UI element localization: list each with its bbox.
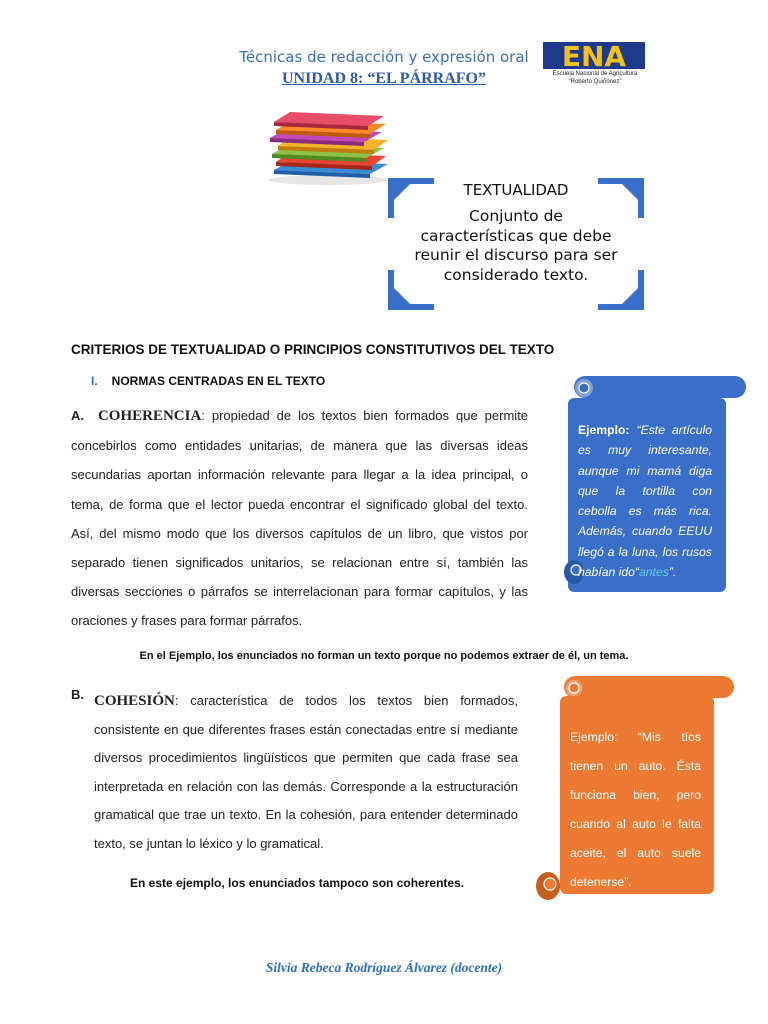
norms-label: NORMAS CENTRADAS EN EL TEXTO (111, 374, 326, 388)
coherencia-letter: A. (71, 408, 84, 423)
cohesion-paragraph (71, 687, 518, 859)
norms-heading (91, 374, 325, 388)
cohesion-letter: B. (71, 687, 84, 702)
logo-line1: Escuela Nacional de Agricultura (552, 71, 638, 77)
example1-text (578, 420, 712, 582)
example1-quote: “Este artículo es muy interesante, aunque mi mamá diga que la tortilla con cebolla es más rica. Además, cuando EEUU llegó a la luna, los rusos habían ido“ (578, 423, 712, 580)
example1-label: Ejemplo: (578, 423, 630, 437)
coherencia-term: COHERENCIA (97, 408, 202, 424)
note-2: En este ejemplo, los enunciados tampoco son coherentes. (130, 876, 465, 890)
author-footer: Silvia Rebeca Rodríguez Álvarez (docente) (265, 960, 503, 975)
books-illustration (262, 108, 394, 186)
example2-text: Ejemplo: “Mis tíos tienen un auto. Ésta funciona bien, pero cuando al auto le falta aceite, el auto suele detenerse”. (570, 730, 701, 889)
norms-number: I. (91, 374, 98, 388)
section-heading: CRITERIOS DE TEXTUALIDAD O PRINCIPIOS CONSTITUTIVOS DEL TEXTO (71, 342, 555, 357)
example1-end: ”. (668, 565, 677, 580)
logo-letters: ENA (561, 42, 627, 73)
unit-title: UNIDAD 8: “EL PÁRRAFO” (282, 70, 486, 87)
definition-body: Conjunto de características que debe reunir el discurso para ser considerado texto. (414, 207, 618, 284)
coherencia-text: : propiedad de los textos bien formados que permite concebirlos como entidades unitarias, de manera que las diversas ideas secundarias aportan información relevante para llegar a la idea principal, o tema, de forma que el lector pueda encontrar el significado global del texto. Así, del mismo modo que los diversos capítulos de un libro, que vistos por separado tienen significados unitarios, se relacionan entre sí, también las diversas secciones o párrafos se interrelacionan para formar capítulos, y las oraciones y frases para formar párrafos. (71, 408, 528, 629)
note-1: En el Ejemplo, los enunciados no forman un texto porque no podemos extraer de él, un tema. (139, 650, 629, 662)
coherencia-paragraph (71, 401, 528, 636)
cohesion-text: : característica de todos los textos bien formados, consistente en que diferentes frases están conectadas entre sí mediante diversos procedimientos lingüísticos que permiten que cada frase sea interpretada en relación con las demás. Corresponde a la estructuración gramatical que trae un texto. En la cohesión, para entender determinado texto, se juntan lo léxico y lo gramatical. (94, 693, 518, 851)
course-title-text: Técnicas de redacción y expresión oral (239, 48, 529, 66)
definition-title: TEXTUALIDAD (463, 181, 569, 199)
logo-caption (540, 70, 650, 86)
logo-line2: “Roberto Quiñónez” (568, 79, 622, 85)
example1-highlight: antes (639, 565, 669, 580)
course-title (0, 48, 768, 66)
cohesion-term: COHESIÓN (94, 693, 175, 709)
